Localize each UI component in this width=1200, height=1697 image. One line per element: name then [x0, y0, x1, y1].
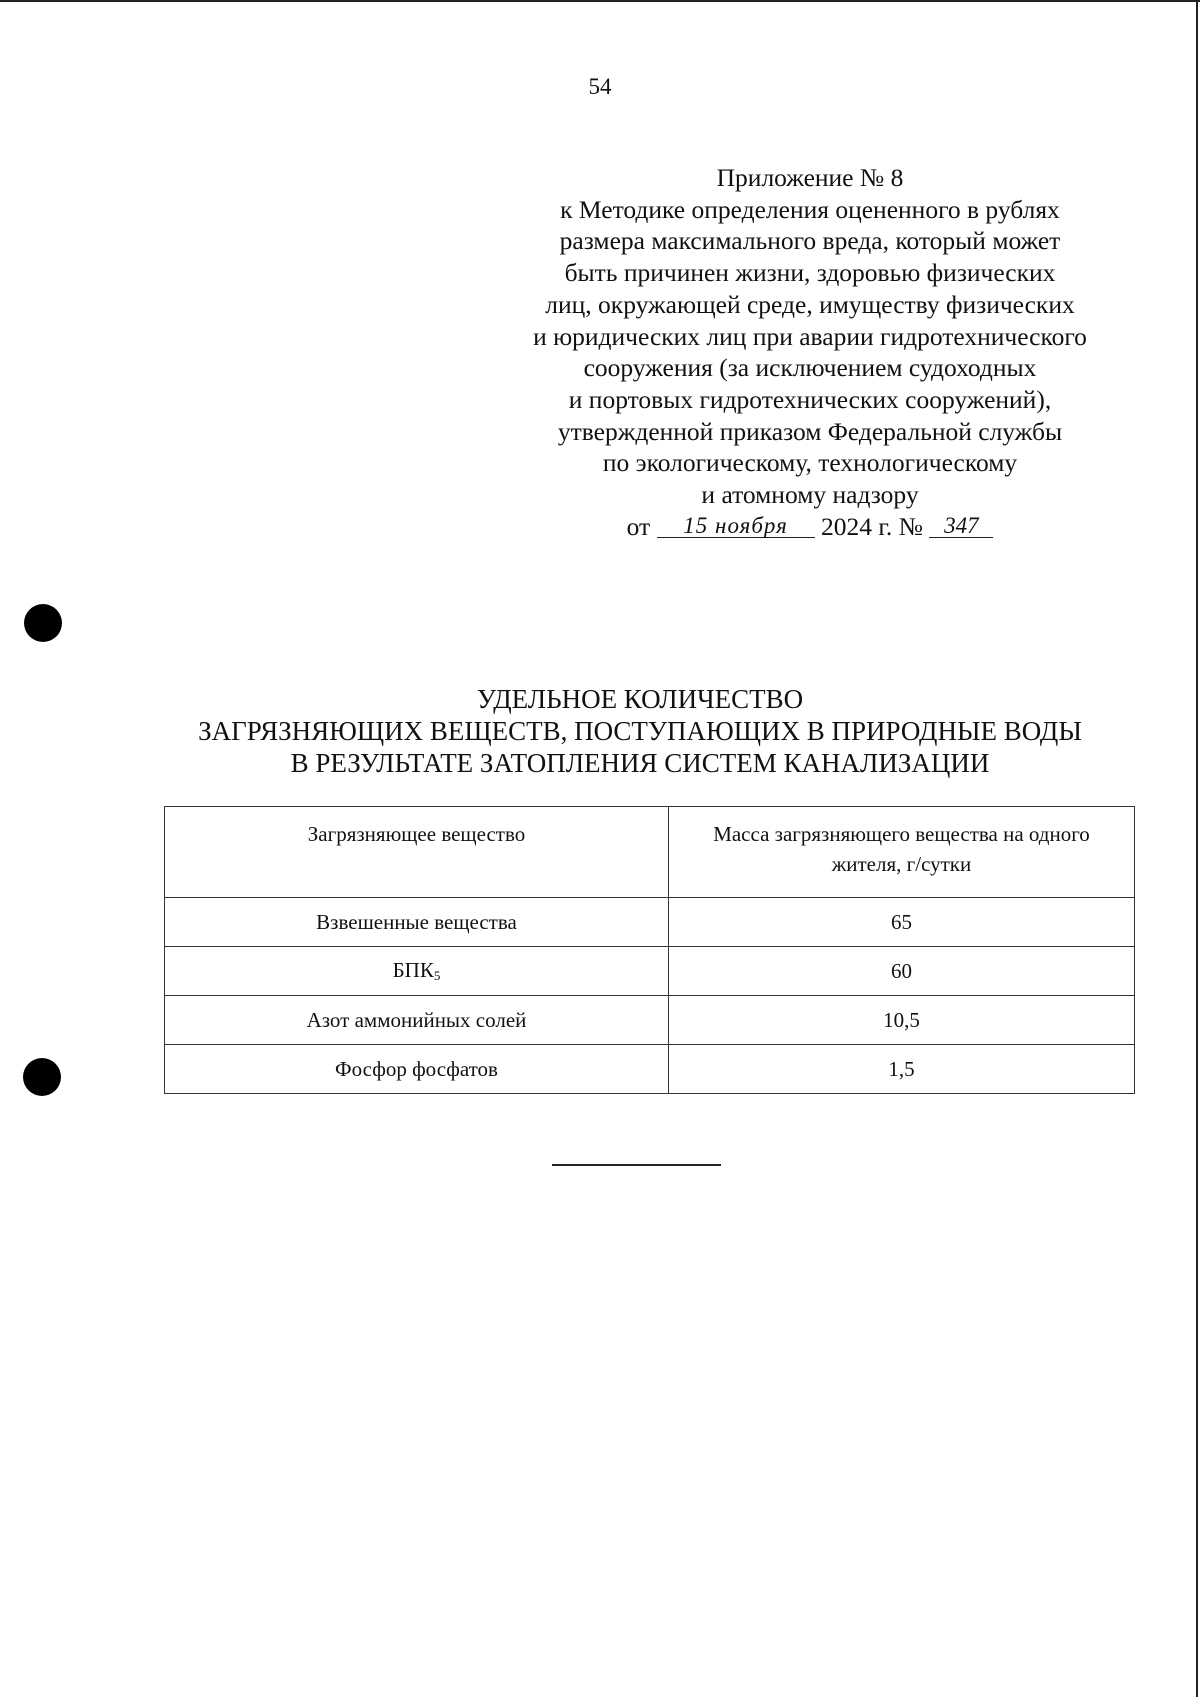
substance-cell: Азот аммонийных солей [165, 996, 669, 1045]
table-row [165, 947, 1135, 996]
appendix-line: сооружения (за исключением судоходных [583, 353, 1037, 383]
appendix-line: быть причинен жизни, здоровью физических [564, 258, 1056, 288]
handwritten-order-number: 347 [929, 514, 993, 538]
mass-cell: 60 [669, 947, 1135, 996]
substance-subscript: 5 [433, 968, 441, 983]
end-rule [552, 1164, 721, 1166]
column-header-mass: Масса загрязняющего вещества на одного жителя, г/сутки [669, 807, 1135, 898]
substance-cell [165, 947, 669, 996]
substance-cell: Взвешенные вещества [165, 898, 669, 947]
appendix-header [500, 162, 1120, 542]
title-line: УДЕЛЬНОЕ КОЛИЧЕСТВО [476, 684, 804, 714]
page-border-right [1196, 0, 1198, 1697]
table-row [165, 898, 1135, 947]
appendix-line: Приложение № 8 [716, 163, 904, 192]
appendix-line: к Методике определения оцененного в рублях [560, 194, 1060, 224]
order-date-line [500, 511, 1120, 543]
pollutants-table [164, 806, 1135, 1094]
mass-cell: 65 [669, 898, 1135, 947]
page-number: 54 [588, 74, 612, 99]
column-header-substance: Загрязняющее вещество [165, 807, 669, 898]
appendix-line: размера максимального вреда, который может [559, 226, 1061, 256]
mass-cell: 10,5 [669, 996, 1135, 1045]
appendix-line: по экологическому, технологическому [602, 448, 1018, 478]
appendix-line: лиц, окружающей среде, имуществу физических [545, 289, 1075, 319]
title-line: В РЕЗУЛЬТАТЕ ЗАТОПЛЕНИЯ СИСТЕМ КАНАЛИЗАЦИИ [290, 748, 990, 778]
punch-hole [23, 1058, 61, 1096]
appendix-line: и юридических лиц при аварии гидротехнического [533, 321, 1087, 351]
handwritten-date: 15 ноября [657, 514, 815, 538]
mass-cell: 1,5 [669, 1045, 1135, 1094]
table-row [165, 996, 1135, 1045]
order-year: 2024 г. № [820, 511, 923, 541]
substance-cell: Фосфор фосфатов [165, 1045, 669, 1094]
date-prefix: от [626, 511, 651, 541]
table-row [165, 1045, 1135, 1094]
appendix-line: утвержденной приказом Федеральной службы [557, 416, 1063, 446]
title-line: ЗАГРЯЗНЯЮЩИХ ВЕЩЕСТВ, ПОСТУПАЮЩИХ В ПРИРОДНЫЕ ВОДЫ [198, 716, 1082, 746]
appendix-line: и атомному надзору [701, 480, 919, 510]
punch-hole [24, 604, 62, 642]
appendix-line: и портовых гидротехнических сооружений), [568, 384, 1052, 414]
page-border-top [0, 0, 1200, 2]
substance-name: БПК [392, 958, 434, 982]
table-header-row [165, 807, 1135, 898]
document-title [150, 683, 1130, 779]
